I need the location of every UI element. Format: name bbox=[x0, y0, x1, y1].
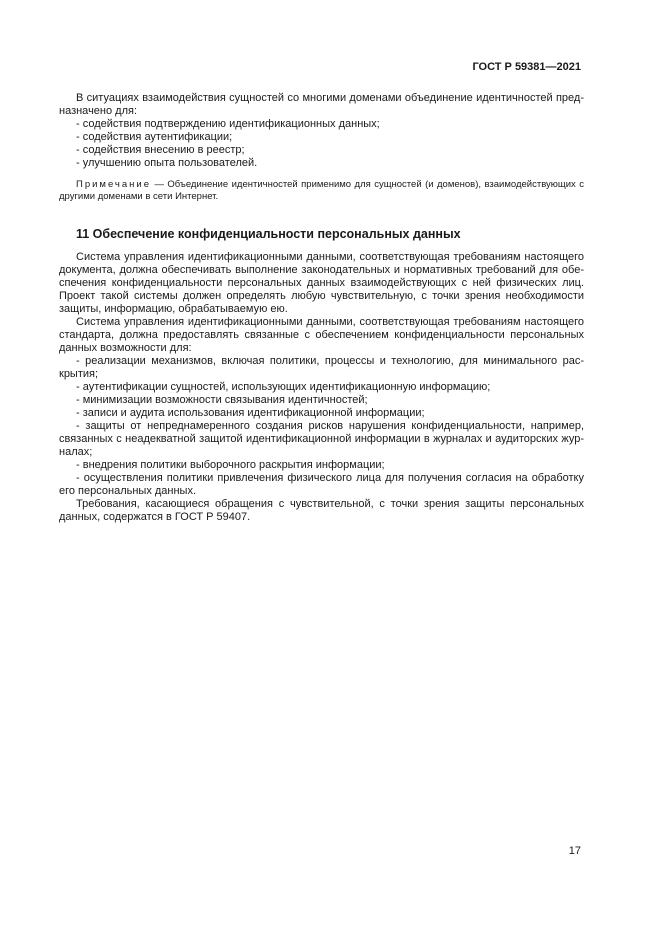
intro-paragraph: В ситуациях взаимодействия сущностей со многими доменами объединение идентичностей предназначено для: bbox=[59, 92, 584, 117]
list-item: - минимизации возможности связывания идентичностей; bbox=[76, 394, 368, 406]
list-item: - реализации механизмов, включая политики, процессы и технологию, для минимального раскрытия; bbox=[59, 355, 584, 380]
intro-list bbox=[59, 118, 584, 170]
document-code: ГОСТ Р 59381—2021 bbox=[472, 61, 581, 73]
note-text: — Объединение идентичностей применимо для сущностей (и доменов), взаимодействующих с другими доменами в сети Интернет. bbox=[59, 179, 584, 202]
list-item: - осуществления политики привлечения физического лица для получения согласия на обработку его персональных данных. bbox=[59, 472, 584, 497]
section-paragraph-1: Система управления идентификационными данными, соответствующая требованиям настоящего документа, должна обеспечивать выполнение законодательных и нормативных требований для обеспечения конфиденциальности персональных данных взаимодействующих с ней физических лиц. Проект такой системы должен определять любую чувствительную, с точки зрения необходимости защиты, информацию, обрабатываемую ею. bbox=[59, 251, 584, 315]
list-item: - содействия подтверждению идентификационных данных; bbox=[76, 118, 380, 130]
list-item: - содействия внесению в реестр; bbox=[76, 144, 245, 156]
note bbox=[59, 179, 584, 203]
section-paragraph-3: Требования, касающиеся обращения с чувствительной, с точки зрения защиты персональных данных, содержатся в ГОСТ Р 59407. bbox=[59, 498, 584, 523]
list-item: - записи и аудита использования идентификационной информации; bbox=[76, 407, 425, 419]
list-item: - улучшению опыта пользователей. bbox=[76, 157, 258, 169]
list-item: - содействия аутентификации; bbox=[76, 131, 233, 143]
note-label: Примечание bbox=[76, 179, 151, 190]
list-item: - аутентификации сущностей, использующих идентификационную информацию; bbox=[76, 381, 491, 393]
list-item: - защиты от непреднамеренного создания рисков нарушения конфиденциальности, например, связанных с неадекватной защитой идентификационной информации в журналах и аудиторских журналах; bbox=[59, 420, 584, 458]
section-paragraph-2: Система управления идентификационными данными, соответствующая требованиям настоящего стандарта, должна предоставлять связанные с обеспечением конфиденциальности персональных данных возможности для: bbox=[59, 316, 584, 354]
list-item: - внедрения политики выборочного раскрытия информации; bbox=[76, 459, 385, 471]
page-body bbox=[59, 92, 584, 524]
page-number: 17 bbox=[568, 845, 581, 857]
section-heading: 11 Обеспечение конфиденциальности персональных данных bbox=[76, 227, 461, 241]
section-list bbox=[59, 355, 584, 498]
